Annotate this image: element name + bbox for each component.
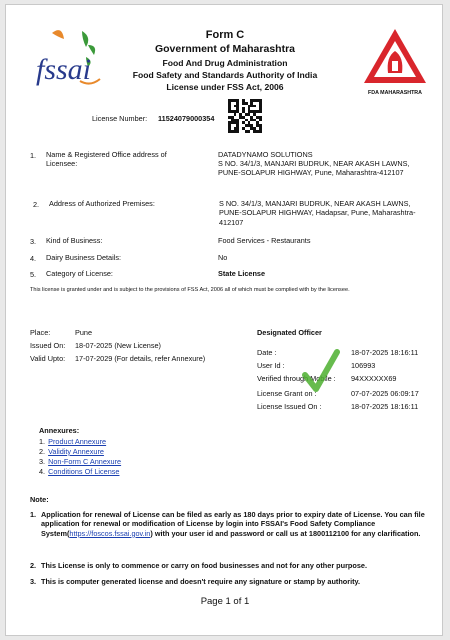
- item-5-label: Category of License:: [46, 269, 113, 278]
- annexure-number: 4.: [39, 467, 46, 476]
- issued-on-value: 18-07-2025 (New License): [75, 341, 161, 350]
- item-1-value: S NO. 34/1/3, MANJARI BUDRUK, NEAR AKASH LAWNS, PUNE-SOLAPUR HIGHWAY, Pune, Maharashtra-412107: [218, 159, 410, 178]
- officer-row-label: License Grant on :: [257, 389, 317, 398]
- note-2-number: 2.: [30, 561, 37, 570]
- annexure-number: 1.: [39, 437, 46, 446]
- grant-text: This license is granted under and is subject to the provisions of FSS Act, 2006 all of which must be complied with by the licensee.: [30, 287, 350, 293]
- page-number: Page 1 of 1: [200, 596, 250, 607]
- item-1-number: 1.: [30, 151, 37, 160]
- place-value: Pune: [75, 328, 93, 337]
- annexures-title: Annexures:: [39, 426, 80, 435]
- item-2-value: S NO. 34/1/3, MANJARI BUDRUK, NEAR AKASH LAWNS, PUNE-SOLAPUR HIGHWAY, Hadapsar, Pune, Maharashtra-412107: [219, 199, 416, 227]
- item-1-label: Name & Registered Office address of Licensee:: [46, 150, 167, 169]
- officer-row-label: License Issued On :: [257, 402, 322, 411]
- item-2-number: 2.: [33, 200, 40, 209]
- note-3-number: 3.: [30, 577, 37, 586]
- svg-text:fssai: fssai: [36, 53, 92, 86]
- foscos-link[interactable]: https://foscos.fssai.gov.in: [69, 528, 151, 538]
- item-5-value: State License: [218, 269, 266, 278]
- form-title: Form C: [205, 29, 245, 41]
- fda-logo-caption: FDA MAHARASHTRA: [368, 90, 422, 96]
- verified-check-icon: [302, 349, 340, 393]
- item-3-label: Kind of Business:: [46, 236, 103, 245]
- officer-row-value: 94XXXXXX69: [351, 374, 397, 383]
- license-document: [5, 4, 443, 636]
- note-2-text: This License is only to commence or carry on food businesses and not for any other purpose.: [41, 561, 367, 570]
- officer-row-value: 18-07-2025 18:16:11: [351, 348, 419, 357]
- qr-code: [228, 99, 262, 133]
- item-2-label: Address of Authorized Premises:: [49, 199, 155, 208]
- valid-upto-value: 17-07-2029 (For details, refer Annexure): [75, 354, 206, 363]
- annexure-link[interactable]: Product Annexure: [48, 437, 107, 446]
- annexure-number: 2.: [39, 447, 46, 456]
- note-1-text: Application for renewal of License can be filed as early as 180 days prior to expiry date of License. You can file application for renewal or modification of License by login into FSSAI's Food Safety Compliance System(https://foscos.fssai.gov.in) with your user id and password or call us at 1800112100 for any clarification.: [41, 510, 425, 538]
- license-number-value: 11524079000354: [158, 114, 215, 123]
- designated-officer-title: Designated Officer: [257, 328, 322, 337]
- license-number-label: License Number:: [92, 114, 148, 123]
- note-title: Note:: [30, 495, 49, 504]
- item-1-name: DATADYNAMO SOLUTIONS: [218, 150, 313, 159]
- item-3-value: Food Services - Restaurants: [218, 236, 311, 245]
- item-4-label: Dairy Business Details:: [46, 253, 122, 262]
- department-title: Food And Drug Administration: [162, 58, 288, 68]
- note-3-text: This is computer generated license and doesn't require any signature or stamp by authority.: [41, 577, 361, 586]
- annexure-link[interactable]: Validity Annexure: [48, 447, 104, 456]
- officer-row-value: 106993: [351, 361, 376, 370]
- license-act-title: License under FSS Act, 2006: [166, 82, 284, 92]
- officer-row-value: 18-07-2025 18:16:11: [351, 402, 419, 411]
- valid-upto-label: Valid Upto:: [30, 354, 66, 363]
- officer-row-label: User Id :: [257, 361, 285, 370]
- authority-title: Food Safety and Standards Authority of India: [132, 70, 318, 80]
- item-4-number: 4.: [30, 254, 37, 263]
- annexure-link[interactable]: Conditions Of License: [48, 467, 120, 476]
- annexure-link[interactable]: Non-Form C Annexure: [48, 457, 122, 466]
- item-5-number: 5.: [30, 270, 37, 279]
- note-1-number: 1.: [30, 510, 37, 519]
- item-3-number: 3.: [30, 237, 37, 246]
- issued-on-label: Issued On:: [30, 341, 66, 350]
- annexure-item: [39, 437, 106, 446]
- government-title: Government of Maharashtra: [154, 43, 296, 55]
- annexure-number: 3.: [39, 457, 46, 466]
- annexure-item: [39, 457, 121, 466]
- officer-row-label: Verified through Mobile :: [257, 374, 336, 383]
- item-4-value: No: [218, 253, 228, 262]
- officer-row-value: 07-07-2025 06:09:17: [351, 389, 419, 398]
- place-label: Place:: [30, 328, 51, 337]
- officer-row-label: Date :: [257, 348, 277, 357]
- annexure-item: [39, 447, 104, 456]
- annexure-item: [39, 467, 119, 476]
